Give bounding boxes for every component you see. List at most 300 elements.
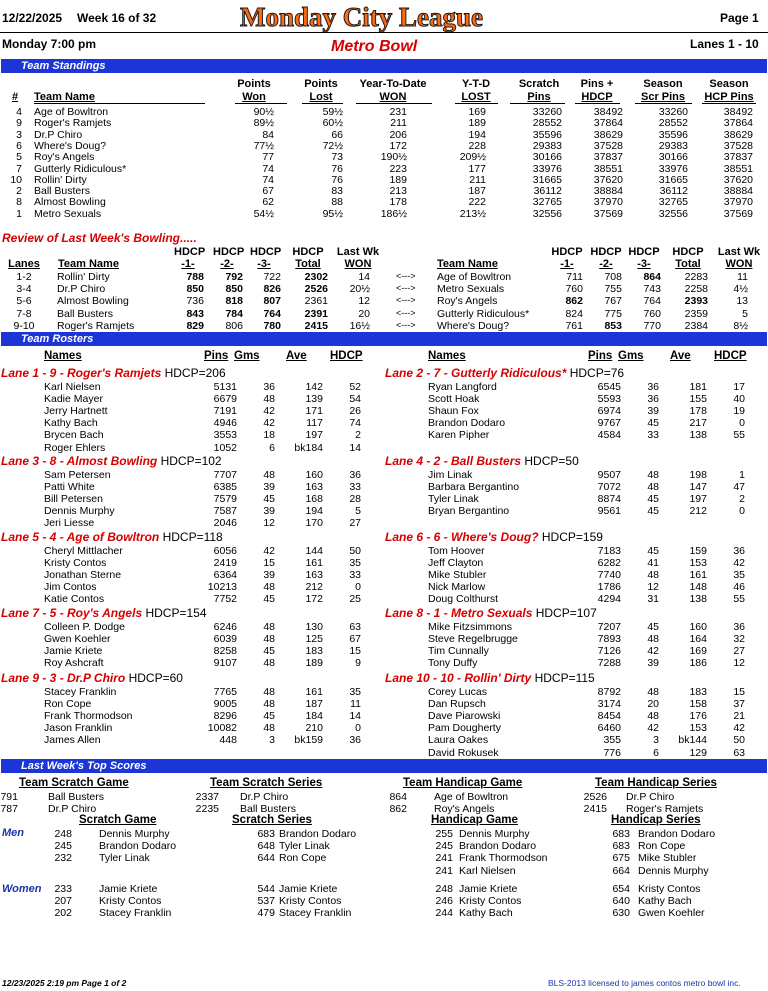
roster-player-name: Jamie Kriete	[44, 645, 103, 658]
roster-player-pins: 6056	[213, 545, 237, 557]
standings-cell: 84	[262, 128, 274, 141]
roster-lane-heading	[385, 530, 603, 544]
roster-player-hdcp: 36	[349, 469, 361, 481]
standings-cell: 38551	[593, 162, 623, 175]
roster-lane-hdcp: HDCP=118	[159, 530, 223, 544]
top-men-score: 648	[257, 840, 275, 853]
standings-header-hdcp_1: Pins +	[580, 78, 614, 90]
standings-cell: 37837	[593, 151, 623, 164]
roster-player-average: 164	[689, 633, 707, 646]
top-men-score: 683	[257, 828, 275, 840]
roster-player-pins: 9561	[597, 505, 621, 518]
standings-cell: 33260	[532, 106, 562, 118]
roster-player-pins: 6039	[213, 633, 237, 646]
standings-cell: 76	[331, 162, 343, 175]
roster-header-ave: Ave	[670, 350, 691, 362]
week-label: Week 16 of 32	[77, 11, 157, 25]
roster-header-names: Names	[428, 350, 466, 362]
roster-player-pins: 4946	[213, 417, 237, 430]
standings-cell: 9	[16, 117, 22, 130]
roster-player-name: Laura Oakes	[428, 734, 489, 747]
women-label: Women	[2, 883, 42, 895]
roster-player-hdcp: 36	[733, 621, 745, 633]
roster-player-hdcp: 26	[349, 405, 361, 418]
roster-player-name: Karl Nielsen	[44, 381, 101, 393]
roster-player-pins: 8454	[597, 710, 621, 723]
roster-player-name: Stacey Franklin	[44, 686, 117, 698]
roster-player-pins: 6974	[597, 405, 621, 418]
roster-player-games: 18	[263, 429, 275, 442]
review-game: 807	[263, 295, 281, 308]
standings-cell: 32556	[532, 207, 562, 220]
roster-player-average: 217	[689, 417, 707, 430]
roster-player-average: 144	[305, 545, 323, 557]
roster-lane-heading	[1, 606, 207, 620]
roster-player-pins: 7579	[213, 493, 237, 506]
roster-player-hdcp: 1	[739, 469, 745, 481]
standings-cell: 88	[331, 196, 343, 209]
review-rteam: Where's Doug?	[437, 319, 510, 332]
roster-player-hdcp: 35	[733, 569, 745, 582]
roster-player-hdcp: 55	[733, 593, 745, 606]
standings-cell: 54½	[253, 207, 274, 220]
top-team-score: 2235	[195, 803, 219, 815]
roster-player-pins: 7072	[597, 481, 621, 494]
roster-player-pins: 6545	[597, 381, 621, 393]
center-name: Metro Bowl	[331, 38, 418, 55]
top-men-score: 245	[54, 840, 72, 853]
roster-player-average: 170	[305, 517, 323, 530]
roster-lane-team: Lane 3 - 8 - Almost Bowling	[1, 454, 158, 468]
standings-cell: 32765	[658, 196, 688, 209]
top-men-name: Brandon Dodaro	[279, 828, 357, 840]
roster-player-pins: 4294	[597, 593, 621, 606]
roster-player-hdcp: 32	[733, 633, 745, 646]
review-rtotal: 2258	[684, 283, 708, 296]
standings-cell: 177	[468, 162, 486, 175]
standings-cell: 67	[262, 185, 274, 198]
standings-header-sh_1: Season	[709, 78, 749, 90]
top-individual-title: Handicap Game	[431, 814, 518, 826]
roster-player-pins: 7740	[597, 569, 621, 582]
standings-cell: 66	[331, 128, 343, 141]
roster-player-games: 45	[647, 493, 659, 506]
top-team-score: 862	[389, 803, 407, 815]
standings-cell: 38492	[723, 106, 753, 118]
roster-player-name: Jim Contos	[44, 581, 97, 594]
roster-player-hdcp: 14	[349, 710, 361, 723]
roster-player-hdcp: 63	[349, 621, 361, 633]
roster-player-hdcp: 2	[739, 493, 745, 506]
roster-player-pins: 6246	[213, 621, 237, 633]
roster-lane-heading	[1, 366, 226, 380]
roster-player-name: Mike Fitzsimmons	[428, 621, 513, 633]
top-women-score: 544	[257, 883, 275, 895]
standings-cell: 90½	[253, 106, 274, 118]
roster-player-hdcp: 50	[349, 545, 361, 557]
roster-player-pins: 5131	[213, 381, 237, 393]
review-vs: <--->	[396, 319, 416, 330]
standings-cell: 228	[468, 139, 486, 152]
roster-player-name: Shaun Fox	[428, 405, 479, 418]
review-game: 826	[263, 283, 281, 296]
roster-player-average: 176	[689, 710, 707, 723]
review-won: 14	[358, 271, 370, 283]
roster-player-games: 39	[263, 569, 275, 582]
roster-player-hdcp: 33	[349, 481, 361, 494]
roster-player-games: 48	[263, 698, 275, 711]
standings-cell: 5	[16, 151, 22, 164]
review-game: 792	[225, 271, 243, 283]
review-vs: <--->	[396, 283, 416, 294]
roster-player-pins: 1052	[213, 441, 237, 454]
review-header-rg1: HDCP	[551, 246, 583, 258]
roster-lane-team: Lane 6 - 6 - Where's Doug?	[385, 530, 539, 544]
roster-player-average: 178	[689, 405, 707, 418]
roster-lane-hdcp: HDCP=107	[532, 606, 597, 620]
review-game: 780	[263, 319, 281, 332]
standings-cell: 37837	[723, 151, 753, 164]
review-header-won-2: WON	[344, 258, 372, 270]
review-header-rtot-2: Total	[675, 258, 701, 270]
top-team-name: Ball Busters	[48, 791, 105, 803]
roster-player-average: 181	[689, 381, 707, 393]
standings-cell: 213½	[459, 207, 486, 220]
roster-player-pins: 7183	[597, 545, 621, 557]
roster-player-games: 3	[653, 734, 659, 747]
roster-player-games: 45	[647, 545, 659, 557]
roster-player-average: 184	[305, 710, 323, 723]
review-header-g1-2: -1-	[181, 258, 195, 270]
roster-player-name: Kadie Mayer	[44, 393, 103, 406]
roster-lane-team: Lane 5 - 4 - Age of Bowltron	[1, 530, 160, 544]
standings-header-ytd_lost_2: LOST	[461, 91, 491, 103]
roster-player-pins: 5593	[597, 393, 621, 406]
roster-player-hdcp: 42	[733, 557, 745, 570]
standings-cell: 3	[16, 128, 22, 141]
standings-header-hdcp_2: HDCP	[581, 91, 613, 103]
top-men-score: 664	[612, 864, 630, 877]
roster-player-hdcp: 19	[733, 405, 745, 418]
standings-cell: 33976	[532, 162, 562, 175]
top-men-score: 245	[435, 840, 453, 853]
standings-header-rule	[510, 103, 565, 104]
roster-player-games: 48	[647, 710, 659, 723]
roster-player-games: 39	[647, 657, 659, 670]
roster-player-average: 161	[305, 557, 323, 570]
roster-player-average: 153	[689, 722, 707, 735]
roster-lane-team: Lane 8 - 1 - Metro Sexuals	[385, 606, 533, 620]
standings-header-pts_won_1: Points	[237, 78, 271, 90]
standings-cell: 30166	[532, 151, 562, 164]
review-won: 16½	[349, 319, 370, 332]
roster-player-average: 160	[305, 469, 323, 481]
standings-header-rule	[702, 103, 756, 104]
roster-player-name: Jim Linak	[428, 469, 473, 481]
standings-header-rule	[302, 103, 343, 104]
top-team-score: 787	[0, 803, 18, 815]
standings-cell: 28552	[658, 117, 688, 130]
roster-player-hdcp: 33	[349, 569, 361, 582]
roster-player-pins: 7126	[597, 645, 621, 658]
roster-player-hdcp: 25	[349, 593, 361, 606]
standings-header-pts_lost_2: Lost	[309, 91, 333, 103]
roster-player-name: Kathy Bach	[44, 417, 98, 430]
roster-player-pins: 6385	[213, 481, 237, 494]
standings-cell: 36112	[533, 185, 562, 198]
top-men-name: Frank Thormodson	[459, 852, 548, 865]
review-vs: <--->	[396, 307, 416, 318]
top-men-score: 255	[435, 828, 453, 840]
roster-player-hdcp: 11	[350, 698, 361, 711]
roster-player-name: Ryan Langford	[428, 381, 497, 393]
top-women-name: Gwen Koehler	[638, 907, 705, 920]
roster-player-games: 48	[647, 569, 659, 582]
roster-player-average: 187	[305, 698, 323, 711]
standings-cell: 77½	[253, 139, 274, 152]
standings-cell: 38629	[593, 128, 623, 141]
roster-player-games: 45	[263, 710, 275, 723]
roster-player-pins: 3553	[213, 429, 237, 442]
review-title: Review of Last Week's Bowling.....	[2, 231, 197, 245]
roster-player-hdcp: 37	[733, 698, 745, 711]
standings-cell: 77	[262, 151, 274, 164]
roster-player-average: 168	[305, 493, 323, 506]
review-rwon: 4½	[733, 283, 748, 296]
roster-player-hdcp: 52	[349, 381, 361, 393]
review-rgame: 824	[565, 307, 583, 320]
roster-player-hdcp: 27	[349, 517, 361, 530]
review-header-rg3: HDCP	[628, 246, 660, 258]
top-women-name: Stacey Franklin	[99, 907, 172, 920]
review-rgame: 764	[643, 295, 661, 308]
roster-player-hdcp: 14	[349, 441, 361, 454]
review-header-tot-2: Total	[295, 258, 321, 270]
roster-player-games: 48	[263, 657, 275, 670]
roster-player-name: Kristy Contos	[44, 557, 107, 570]
roster-player-hdcp: 12	[733, 657, 745, 670]
standings-header-ytd_lost_1: Y-T-D	[461, 78, 491, 90]
standings-cell: 72½	[322, 139, 343, 152]
roster-player-games: 45	[647, 417, 659, 430]
standings-cell: Age of Bowltron	[34, 106, 109, 118]
roster-player-name: Roger Ehlers	[44, 441, 106, 454]
roster-lane-hdcp: HDCP=76	[566, 366, 625, 380]
review-won: 20	[358, 307, 370, 320]
review-rgame: 775	[604, 307, 622, 320]
roster-player-name: James Allen	[44, 734, 101, 747]
league-title: Monday City League	[240, 2, 483, 32]
review-game: 818	[225, 295, 243, 308]
standings-cell: 35596	[532, 128, 562, 141]
roster-player-games: 12	[263, 517, 275, 530]
review-total: 2526	[304, 283, 328, 296]
top-men-name: Karl Nielsen	[459, 864, 516, 877]
review-lanes: 7-8	[16, 307, 32, 320]
standings-cell: 74	[262, 162, 274, 175]
review-rteam: Age of Bowltron	[437, 271, 512, 283]
roster-player-name: Jerry Hartnett	[44, 405, 108, 418]
top-women-score: 244	[435, 907, 453, 920]
review-rgame: 743	[643, 283, 661, 296]
top-team-name: Roy's Angels	[434, 803, 495, 815]
roster-player-games: 48	[263, 393, 275, 406]
roster-player-games: 45	[647, 505, 659, 518]
review-total: 2391	[304, 307, 328, 320]
standings-cell: 35596	[658, 128, 688, 141]
review-total: 2361	[304, 295, 328, 308]
review-rgame: 862	[565, 295, 583, 308]
top-men-name: Dennis Murphy	[99, 828, 170, 840]
standings-cell: 8	[16, 196, 22, 209]
roster-player-hdcp: 50	[733, 734, 745, 747]
standings-cell: 37569	[593, 207, 623, 220]
top-team-score: 2337	[195, 791, 219, 803]
roster-player-average: 138	[689, 429, 707, 442]
standings-header-rule	[635, 103, 692, 104]
review-team: Rollin' Dirty	[57, 271, 110, 283]
top-men-score: 241	[435, 864, 453, 877]
roster-player-games: 45	[263, 645, 275, 658]
top-men-name: Brandon Dodaro	[99, 840, 177, 853]
standings-cell: 7	[16, 162, 22, 175]
roster-player-pins: 7207	[597, 621, 621, 633]
top-men-score: 248	[54, 828, 72, 840]
roster-player-hdcp: 0	[355, 722, 361, 735]
roster-lane-heading	[1, 671, 183, 685]
roster-player-average: 212	[689, 505, 707, 518]
review-rgame: 760	[565, 283, 583, 296]
day-time: Monday 7:00 pm	[2, 37, 97, 51]
page-label: Page 1	[720, 11, 759, 25]
standings-cell: 60½	[322, 117, 343, 130]
roster-lane-heading	[385, 366, 624, 380]
standings-cell: 6	[16, 139, 22, 152]
roster-player-games: 48	[263, 581, 275, 594]
review-header-won: Last Wk	[336, 246, 380, 258]
roster-lane-hdcp: HDCP=159	[538, 530, 603, 544]
review-rtotal: 2384	[684, 319, 708, 332]
roster-lane-hdcp: HDCP=206	[161, 366, 226, 380]
standings-header-scratch_1: Scratch	[518, 78, 560, 90]
top-women-name: Kristy Contos	[459, 895, 522, 908]
standings-cell: 4	[16, 106, 22, 118]
roster-player-pins: 9005	[213, 698, 237, 711]
standings-cell: 189	[389, 173, 407, 186]
roster-player-pins: 355	[603, 734, 621, 747]
review-header-rteam: Team Name	[437, 258, 498, 270]
lanes-label: Lanes 1 - 10	[690, 37, 759, 51]
standings-cell: 186½	[380, 207, 407, 220]
standings-header-rule	[235, 103, 287, 104]
review-team: Dr.P Chiro	[57, 283, 106, 296]
review-team: Ball Busters	[57, 307, 114, 320]
roster-player-pins: 10213	[207, 581, 237, 594]
roster-player-name: Mike Stubler	[428, 569, 487, 582]
top-men-score: 675	[612, 852, 630, 865]
standings-cell: 76	[331, 173, 343, 186]
roster-player-games: 20	[647, 698, 659, 711]
roster-player-name: Frank Thormodson	[44, 710, 133, 723]
standings-cell: 73	[331, 151, 343, 164]
review-header-lanes-2: Lanes	[8, 258, 40, 270]
roster-player-average: 130	[305, 621, 323, 633]
review-header-g2: HDCP	[213, 246, 245, 258]
standings-cell: 10	[10, 173, 22, 186]
roster-player-pins: 6679	[213, 393, 237, 406]
top-men-name: Brandon Dodaro	[638, 828, 716, 840]
roster-player-name: Jeri Liesse	[44, 517, 95, 530]
top-women-score: 207	[54, 895, 72, 908]
review-header-g3-2: -3-	[257, 258, 271, 270]
top-team-score: 2526	[583, 791, 607, 803]
roster-player-name: Colleen P. Dodge	[44, 621, 125, 633]
roster-player-average: 198	[689, 469, 707, 481]
top-team-score: 864	[389, 791, 407, 803]
review-header-rg2-2: -2-	[599, 258, 613, 270]
review-game: 806	[225, 319, 243, 332]
top-women-name: Jamie Kriete	[99, 883, 158, 895]
standings-cell: 194	[468, 128, 486, 141]
roster-player-average: 125	[305, 633, 323, 646]
standings-cell: 89½	[253, 117, 274, 130]
roster-lane-hdcp: HDCP=154	[142, 606, 207, 620]
roster-player-name: Pam Dougherty	[428, 722, 501, 735]
standings-cell: Rollin' Dirty	[34, 173, 87, 186]
roster-player-hdcp: 36	[733, 545, 745, 557]
roster-player-average: bk184	[294, 441, 323, 454]
roster-player-name: Sam Petersen	[44, 469, 111, 481]
review-rwon: 5	[742, 307, 748, 320]
review-game: 788	[186, 271, 204, 283]
top-team-name: Dr.P Chiro	[626, 791, 675, 803]
roster-player-games: 36	[263, 381, 275, 393]
standings-cell: Almost Bowling	[34, 196, 106, 209]
roster-player-games: 36	[647, 381, 659, 393]
standings-header-scratch_2: Pins	[527, 91, 551, 103]
roster-player-average: 212	[305, 581, 323, 594]
roster-header-gms: Gms	[234, 350, 260, 362]
roster-player-average: 197	[305, 429, 323, 442]
roster-player-pins: 7191	[213, 405, 237, 418]
roster-player-average: 139	[305, 393, 323, 406]
standings-cell: 206	[389, 128, 407, 141]
roster-player-hdcp: 0	[739, 505, 745, 518]
top-men-name: Brandon Dodaro	[459, 840, 537, 853]
top-women-name: Kathy Bach	[638, 895, 692, 908]
roster-player-name: Nick Marlow	[428, 581, 486, 594]
roster-header-pins: Pins	[588, 350, 613, 362]
review-rgame: 761	[565, 319, 583, 332]
standings-header-rule	[575, 103, 620, 104]
top-women-score: 640	[612, 895, 630, 908]
review-vs: <--->	[396, 271, 416, 281]
roster-player-hdcp: 15	[733, 686, 745, 698]
roster-player-pins: 9767	[597, 417, 621, 430]
roster-player-hdcp: 0	[355, 581, 361, 594]
standings-header-rule	[455, 103, 498, 104]
roster-player-pins: 4584	[597, 429, 621, 442]
roster-player-average: 163	[305, 481, 323, 494]
roster-player-name: Tom Hoover	[428, 545, 485, 557]
roster-player-hdcp: 40	[733, 393, 745, 406]
standings-cell: 28552	[532, 117, 562, 130]
roster-player-pins: 7765	[213, 686, 237, 698]
roster-player-hdcp: 15	[349, 645, 361, 658]
review-rteam: Gutterly Ridiculous*	[437, 307, 530, 320]
top-men-name: Tyler Linak	[279, 840, 330, 853]
roster-player-pins: 8296	[213, 710, 237, 723]
